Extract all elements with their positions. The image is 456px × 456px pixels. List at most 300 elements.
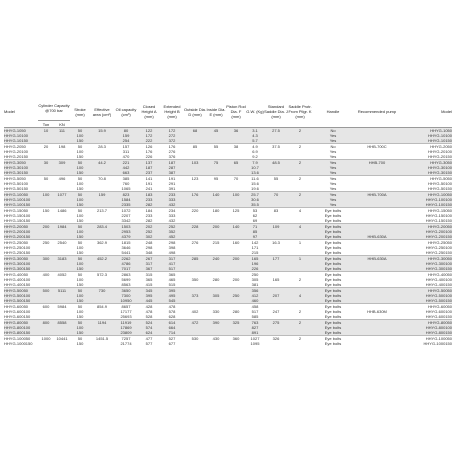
table-cell: 585	[251, 314, 259, 319]
table-cell: 477	[138, 336, 160, 342]
table-cell: 677	[168, 341, 176, 346]
table-cell: 282	[145, 218, 153, 223]
table-cell: 498	[168, 250, 176, 255]
table-cell: 1984	[54, 224, 70, 230]
table-cell: 97	[246, 234, 264, 240]
table-cell: 150	[70, 266, 90, 272]
header-effective-area: Effective area (cm²)	[90, 96, 114, 128]
table-cell: 395	[160, 288, 184, 294]
table-cell: HHYG-10100	[4, 133, 38, 138]
header-inside-dia: Inside Dia. E (mm)	[206, 96, 226, 128]
table-cell: HHYG-5050	[400, 176, 452, 182]
table-cell: 150	[76, 314, 84, 319]
table-cell: 70	[226, 176, 246, 182]
table-cell: 250	[246, 272, 264, 278]
table-cell: Yes	[312, 160, 354, 166]
table-cell: 226	[246, 266, 264, 272]
table-cell: No	[312, 144, 354, 150]
table-cell: 333	[168, 213, 176, 218]
table-cell: 460	[246, 298, 264, 304]
table-cell: 11.6	[246, 176, 264, 182]
table-cell: 171	[251, 245, 259, 250]
table-cell: HHYG-200150	[4, 234, 38, 240]
table-cell: Eye bolts	[312, 240, 354, 246]
table-cell: HHYG-300100	[4, 261, 38, 266]
table-cell: Yes	[329, 154, 337, 159]
table-cell: HHYG-2050	[4, 144, 38, 150]
table-cell: HHYG-40050	[400, 272, 452, 278]
table-cell: HHYG-100150	[4, 202, 38, 208]
table-cell: 2	[288, 144, 312, 150]
table-cell: 100	[38, 192, 54, 198]
table-cell: HHYG-150150	[425, 218, 452, 223]
table-cell: 628	[168, 314, 176, 319]
table-cell: 221	[114, 160, 138, 166]
table-cell: 7017	[114, 266, 138, 272]
table-cell: 50	[70, 288, 90, 294]
table-cell: 298	[145, 245, 153, 250]
table-cell: 10.7	[246, 165, 264, 170]
table-cell: 50	[70, 256, 90, 262]
table-cell: 25693	[120, 314, 132, 319]
table-cell: Eye bolts	[312, 266, 354, 272]
table-cell: 1194	[90, 320, 114, 326]
table-cell: 4	[288, 208, 312, 214]
table-cell: 111	[54, 128, 70, 134]
table-cell: 2335	[114, 202, 138, 208]
table-cell: 150	[76, 341, 84, 346]
table-cell: HHYG-200150	[400, 234, 452, 240]
table-cell: 100	[226, 192, 246, 198]
table-cell: 176	[145, 149, 153, 154]
table-cell: 352	[160, 229, 184, 234]
table-cell: HHYG-500150	[400, 298, 452, 304]
table-cell: HHYG-50100	[427, 181, 452, 186]
table-cell	[288, 341, 312, 346]
table-cell: HHYG-500100	[400, 293, 452, 298]
table-cell: 1	[288, 256, 312, 262]
table-cell: 252	[138, 229, 160, 234]
table-cell: Eye bolts	[312, 224, 354, 230]
table-cell: 2953	[114, 229, 138, 234]
header-extended-height: Extended Height B (mm)	[160, 96, 184, 128]
table-cell: HHYG-20050	[400, 224, 452, 230]
table-cell: 198	[54, 144, 70, 150]
table-cell: 19.6	[251, 186, 259, 191]
table-cell: 417	[160, 261, 184, 266]
table-cell: 70	[264, 192, 288, 198]
table-cell: 495	[160, 293, 184, 298]
table-cell	[54, 341, 70, 346]
table-cell: 365	[145, 277, 153, 282]
table-cell: 50	[70, 224, 90, 230]
table-cell: 240	[206, 256, 226, 262]
table-cell	[354, 341, 400, 346]
table-cell: 326	[264, 336, 288, 342]
table-cell: 55	[264, 176, 288, 182]
table-cell: HHYG-400150	[425, 282, 452, 287]
table-cell: 800	[38, 320, 54, 326]
table-cell: 150	[76, 218, 84, 223]
table-cell: 5441	[121, 250, 131, 255]
table-cell: Eye bolts	[312, 330, 354, 336]
table-cell: HHYG-30050	[400, 256, 452, 262]
table-cell: 1815	[114, 240, 138, 246]
table-cell: 8657	[114, 304, 138, 310]
table-cell: 760	[122, 181, 130, 186]
table-cell: HHB-630M	[367, 309, 387, 314]
table-cell: HHYG-50150	[4, 186, 29, 191]
table-cell: HHYG-3050	[4, 160, 38, 166]
header-saddle-dia: Standard Saddle Dia. J (mm)	[264, 96, 288, 128]
table-cell: 1027	[246, 336, 264, 342]
table-cell: HHYG-150100	[425, 213, 452, 218]
table-cell: HHYG-50050	[4, 288, 38, 294]
table-cell: 247	[272, 309, 280, 314]
table-cell: HHYG-400150	[4, 282, 31, 287]
table-cell: HHYG-150150	[4, 218, 31, 223]
table-cell: HHYG-3050	[400, 160, 452, 166]
table-cell: HHYG-30050	[4, 256, 38, 262]
specification-sheet	[4, 96, 452, 346]
table-cell: 176	[184, 192, 206, 198]
table-cell: 2	[298, 277, 302, 282]
table-cell: 496	[54, 176, 70, 182]
table-cell: 100	[76, 149, 84, 154]
table-cell: HHYG-5050	[4, 176, 38, 182]
table-cell: 125	[226, 208, 246, 214]
table-cell: 3183	[54, 256, 70, 262]
table-cell: HHYG-40050	[4, 272, 38, 278]
table-cell: Eye bolts	[312, 234, 354, 240]
table-cell: 215	[206, 240, 226, 246]
table-cell: 122	[138, 128, 160, 134]
table-cell: 412	[246, 293, 264, 298]
table-cell: Eye bolts	[312, 298, 354, 304]
table-cell: 172	[160, 128, 184, 134]
table-cell: HHYG-20150	[4, 154, 29, 159]
table-cell: 200	[226, 256, 246, 262]
table-cell: 8563	[121, 282, 131, 287]
table-cell: 517	[251, 309, 259, 314]
table-cell: 275	[264, 320, 288, 326]
table-cell	[206, 341, 226, 346]
table-cell: 385	[114, 176, 138, 182]
table-cell: 69	[252, 218, 258, 223]
table-cell: 100	[70, 293, 90, 298]
table-cell: 103	[184, 160, 206, 166]
table-cell: 37.5	[264, 144, 288, 150]
table-cell: 140	[226, 224, 246, 230]
table-cell: HHYG-50100	[4, 181, 29, 186]
table-cell: 150	[70, 298, 90, 304]
table-cell: 172	[138, 133, 160, 138]
header-handle: Handle	[312, 96, 354, 128]
table-cell: Yes	[312, 170, 354, 176]
table-cell: 1451.5	[90, 336, 114, 342]
table-cell: 50	[70, 272, 90, 278]
table-cell: 159	[114, 133, 138, 138]
header-piston-rod-dia: Piston Rod Dia. F (mm)	[226, 96, 246, 128]
table-cell: 298	[160, 240, 184, 246]
table-cell: 2	[288, 128, 312, 134]
table-cell: HHYG-50050	[400, 288, 452, 294]
table-cell: 305	[206, 293, 226, 298]
table-cell: 280	[232, 309, 240, 314]
table-cell: 530	[184, 336, 206, 342]
table-cell: 15.9	[90, 128, 114, 134]
table-cell: 27.5	[264, 128, 288, 134]
table-cell: 234	[160, 208, 184, 214]
table-cell: 891	[246, 330, 264, 336]
table-cell: 7.9	[246, 160, 264, 166]
table-cell: HHYG-600100	[425, 309, 452, 314]
table-cell: 2	[288, 336, 312, 342]
table-cell: 228	[184, 224, 206, 230]
table-cell: 237	[138, 170, 160, 176]
table-cell: 367	[138, 266, 160, 272]
table-cell: HHYG-1000150	[4, 341, 33, 346]
table-cell: 400	[38, 272, 54, 278]
table-cell: 402	[191, 309, 199, 314]
table-cell: 500	[38, 288, 54, 294]
table-cell: 6.9	[252, 149, 258, 154]
table-cell: 50	[70, 240, 90, 246]
table-cell: HHYG-1000150	[423, 341, 452, 346]
table-cell: 226	[145, 154, 153, 159]
table-cell: HHYG-30100	[400, 165, 452, 170]
table-cell: Yes	[312, 197, 354, 202]
table-cell: 415	[145, 282, 153, 287]
table-cell: Yes	[329, 186, 337, 191]
table-cell: 250	[38, 240, 54, 246]
table-cell: 428	[138, 304, 160, 310]
table-cell: 317	[160, 256, 184, 262]
table-cell: 62	[252, 213, 258, 218]
table-cell: 50	[70, 176, 90, 182]
table-cell: 574	[138, 325, 160, 330]
table-cell: 1486	[54, 208, 70, 214]
table-cell: 80	[114, 128, 138, 134]
table-cell: 200	[206, 224, 226, 230]
table-cell: 10950	[114, 298, 138, 304]
table-cell: 283.4	[90, 224, 114, 230]
table-cell: 3.1	[246, 128, 264, 134]
table-cell: 215	[251, 250, 259, 255]
table-cell: 207	[264, 293, 288, 298]
subheader-ton: Ton	[38, 121, 54, 128]
table-cell: 276	[184, 240, 206, 246]
table-cell: HHYG-100150	[400, 202, 452, 208]
header-stroke: Stroke (mm)	[70, 96, 90, 128]
table-cell: 302	[138, 234, 160, 240]
table-cell: HHYG-50150	[427, 186, 452, 191]
table-cell: 109	[264, 224, 288, 230]
table-cell	[90, 341, 114, 346]
header-oil-capacity: Oil capacity (cm³)	[114, 96, 138, 128]
table-cell: 157	[114, 144, 138, 150]
table-cell: 30.6	[246, 197, 264, 202]
table-cell: 1000	[38, 336, 54, 342]
table-cell: HHYG-600150	[425, 314, 452, 319]
table-cell: 3650	[114, 288, 138, 294]
header-saddle-protrusion: Saddle Protr. From Pilgr. K (mm)	[288, 96, 312, 128]
table-cell: 100	[70, 165, 90, 170]
table-cell: 2	[288, 160, 312, 166]
table-cell: HHYG-20100	[4, 149, 29, 154]
table-cell: 280	[212, 277, 220, 282]
header-recommended-pump: Recommended pump	[354, 96, 400, 128]
table-cell: 4	[288, 224, 312, 230]
table-cell: HHYG-500100	[4, 293, 38, 298]
table-cell: Eye bolts	[312, 320, 354, 326]
table-cell: Yes	[329, 149, 337, 154]
table-cell: 1095	[250, 341, 260, 346]
table-cell: 184	[138, 208, 160, 214]
table-cell: 233	[145, 213, 153, 218]
table-cell: 452.2	[90, 256, 114, 262]
table-cell: Eye bolts	[312, 304, 354, 310]
table-cell: 30	[38, 160, 54, 166]
table-cell: 196	[246, 261, 264, 266]
table-cell: 4379	[114, 234, 138, 240]
table-cell: 83	[264, 208, 288, 214]
table-cell: 452	[160, 234, 184, 240]
table-cell: HHYG-20050	[4, 224, 38, 230]
table-cell: HHYG-800100	[400, 325, 452, 330]
table-cell: 187	[160, 160, 184, 166]
table-cell: 176	[160, 144, 184, 150]
table-cell: 395	[138, 293, 160, 298]
table-cell: HHYG-15050	[400, 208, 452, 214]
table-cell: Eye bolts	[324, 277, 342, 282]
table-cell: 524	[138, 320, 160, 326]
table-cell: 285	[184, 256, 206, 262]
table-cell: HHYG-100100	[4, 197, 38, 202]
table-cell: 10	[38, 128, 54, 134]
table-cell: 100	[76, 277, 84, 282]
table-cell: 7257	[114, 336, 138, 342]
table-cell: 2	[298, 309, 302, 314]
table-cell: 159	[90, 192, 114, 198]
table-cell: 2	[288, 192, 312, 198]
subheader-kn: KN	[54, 121, 70, 128]
table-cell: 123	[184, 176, 206, 182]
table-cell: 213.7	[90, 208, 114, 214]
table-cell: 614	[160, 320, 184, 326]
table-cell: HHYG-60050	[400, 304, 452, 310]
table-cell: 442	[114, 165, 138, 170]
table-cell: HHB-700C	[354, 144, 400, 150]
table-cell: 11919	[114, 320, 138, 326]
table-cell: 8558	[54, 320, 70, 326]
table-cell: HHYG-100100	[400, 197, 452, 202]
table-cell: 517	[160, 266, 184, 272]
table-cell: 4052	[54, 272, 70, 278]
table-cell: 17869	[114, 325, 138, 330]
table-cell: 664	[160, 325, 184, 330]
table-cell: 309	[54, 160, 70, 166]
table-cell: HHYG-400100	[425, 277, 452, 282]
table-cell: 3342	[121, 218, 131, 223]
table-cell: 100	[70, 229, 90, 234]
table-cell: HHYG-250150	[425, 250, 452, 255]
table-cell: Eye bolts	[324, 314, 342, 319]
table-cell: Yes	[312, 133, 354, 138]
table-cell: 432	[160, 202, 184, 208]
table-cell: 38	[226, 144, 246, 150]
table-cell: 445	[138, 298, 160, 304]
table-cell: 183	[138, 192, 160, 198]
table-cell: 2540	[54, 240, 70, 246]
table-cell: HHYG-30100	[4, 165, 38, 170]
table-cell: 25.7	[246, 192, 264, 198]
table-cell: Eye bolts	[312, 229, 354, 234]
table-cell: 220	[184, 208, 206, 214]
table-row	[4, 341, 452, 346]
table-cell: 50	[70, 160, 90, 166]
table-cell: HHYG-800100	[4, 325, 38, 330]
table-cell: Eye bolts	[312, 293, 354, 298]
table-cell: 272	[160, 133, 184, 138]
table-cell: 200	[38, 224, 54, 230]
table-cell: 827	[246, 325, 264, 330]
header-gross-weight: G.W. (Kg)	[246, 96, 264, 128]
table-cell: 75	[206, 160, 226, 166]
table-cell: 85	[184, 144, 206, 150]
table-cell: 68	[184, 128, 206, 134]
table-cell: 23809	[114, 330, 138, 336]
table-cell: 360	[226, 336, 246, 342]
table-cell: 663	[114, 170, 138, 176]
table-cell: 187	[138, 165, 160, 170]
table-cell: HHYG-600100	[4, 309, 31, 314]
table-cell: 1	[288, 240, 312, 246]
table-cell: 373	[184, 293, 206, 298]
table-cell: 44.2	[90, 160, 114, 166]
table-cell: 1072	[114, 208, 138, 214]
table-cell: 55	[206, 144, 226, 150]
table-cell: Eye bolts	[324, 341, 342, 346]
table-cell: HHYG-10050	[4, 192, 38, 198]
header-cylinder-capacity: Cylinder Capacity @700 bar	[38, 96, 70, 121]
table-cell: 4	[288, 293, 312, 298]
table-cell: Yes	[312, 202, 354, 208]
table-cell: Eye bolts	[312, 336, 354, 342]
spec-table	[4, 96, 452, 346]
table-cell: 1077	[54, 192, 70, 198]
table-cell: Yes	[312, 138, 354, 144]
table-cell: 10441	[54, 336, 70, 342]
table-cell: HHYG-1050	[400, 128, 452, 134]
table-cell: 100	[76, 309, 84, 314]
table-cell: 141	[138, 176, 160, 182]
table-cell: 478	[145, 309, 153, 314]
header-model: Model	[4, 96, 38, 128]
table-cell: 50	[70, 144, 90, 150]
table-cell: 137	[138, 160, 160, 166]
table-cell: HHYG-250150	[4, 250, 31, 255]
table-cell: 390	[206, 320, 226, 326]
table-cell: 391	[168, 186, 176, 191]
table-cell: HHYG-200100	[4, 229, 38, 234]
table-cell: 50	[70, 304, 90, 310]
table-cell: 100	[70, 261, 90, 266]
table-cell: 2	[288, 176, 312, 182]
table-cell: Eye bolts	[312, 256, 354, 262]
table-cell: 35.5	[246, 202, 264, 208]
table-cell: 36	[226, 128, 246, 134]
